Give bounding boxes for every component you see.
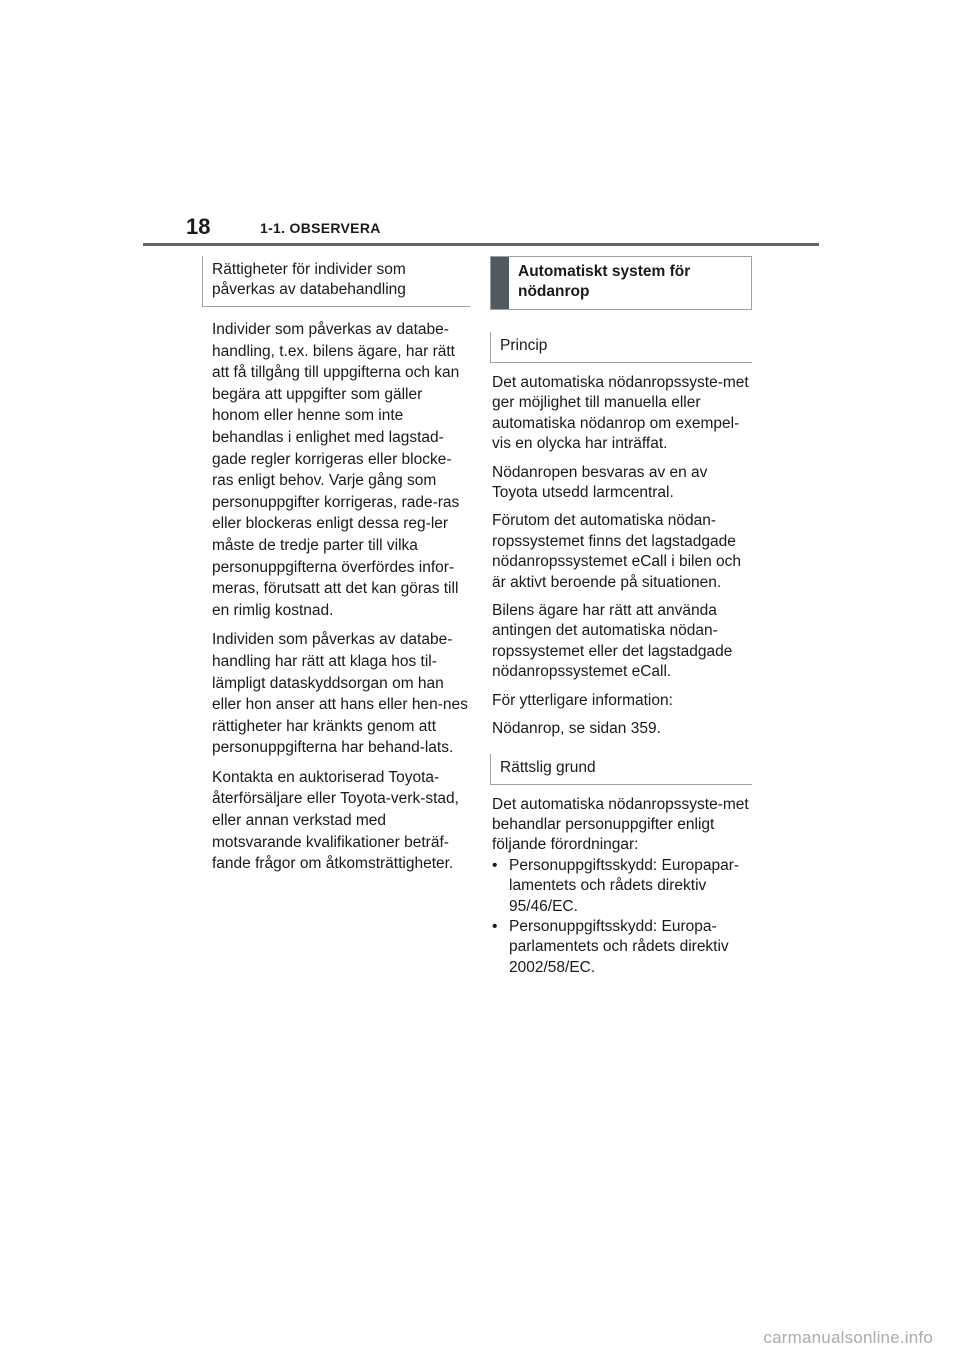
rights-paragraph-1: Individer som påverkas av databe-handling, t.ex. bilens ägare, har rätt att få tillgång till uppgifterna och kan begära att uppgifter som gäller honom eller henne som inte behandlas i enlighet med lagstad-gade regler korrigeras eller blocke-ras enligt behov. Varje gång som personuppgifter korrigeras, rade-ras eller blockeras enligt dessa reg-ler måste de tredje parter till vilka personuppgifterna överfördes infor-meras, förutsatt att det kan göras till en rimlig kostnad. [212, 321, 460, 619]
principle-paragraph-2: Nödanropen besvaras av en av Toyota utsedd larmcentral. [492, 463, 708, 502]
principle-heading: Princip [490, 332, 752, 363]
list-item-text: Personuppgiftsskydd: Europapar-lamentets och rådets direktiv 95/46/EC. [509, 856, 740, 915]
bullet-icon: • [492, 856, 498, 874]
principle-paragraph-4: Bilens ägare har rätt att använda antingen det automatiska nödan-ropssystemet eller det lagstadgade nödanropssystemet eCall. [492, 602, 733, 681]
legal-basis-heading: Rättslig grund [490, 754, 752, 785]
bullet-icon: • [492, 917, 498, 935]
principle-paragraph-6: Nödanrop, se sidan 359. [492, 720, 661, 738]
rights-paragraph-3: Kontakta en auktoriserad Toyota-återförsäljare eller Toyota-verk-stad, eller annan verkstad med motsvarande kvalifikationer beträf-fande frågor om åtkomsträttigheter. [212, 768, 459, 873]
legal-basis-intro: Det automatiska nödanropssyste-met behandlar personuppgifter enligt följande förordningar: [492, 795, 749, 854]
principle-paragraph-1: Det automatiska nödanropssyste-met ger möjlighet till manuella eller automatiska nödanrop om exempel-vis en olycka har inträffat. [492, 374, 749, 453]
watermark: carmanualsonline.info [763, 1328, 933, 1347]
rights-paragraph-2: Individen som påverkas av databe-handling har rätt att klaga hos til-lämpligt dataskyddsorgan om han eller hon anser att hans eller hen-nes rättigheter har kränkts genom att personuppgifterna har behand-lats. [212, 631, 468, 757]
legal-basis-list [492, 856, 752, 978]
principle-paragraph-5: För ytterligare information: [492, 691, 673, 709]
left-column [202, 256, 470, 883]
list-item-text: Personuppgiftsskydd: Europa-parlamentets och rådets direktiv 2002/58/EC. [509, 917, 729, 976]
emergency-call-heading [490, 256, 752, 310]
principle-paragraph-3: Förutom det automatiska nödan-ropssystemet finns det lagstadgade nödanropssystemet eCall i bilen och är aktivt beroende på situationen. [492, 512, 741, 591]
section-title: 1-1. OBSERVERA [260, 220, 381, 236]
page-number: 18 [186, 214, 211, 239]
list-item [492, 917, 752, 978]
right-column [490, 256, 752, 978]
rights-heading: Rättigheter för individer som påverkas av databehandling [202, 256, 470, 307]
heading-bar [491, 257, 509, 309]
emergency-call-heading-text: Automatiskt system för nödanrop [518, 263, 691, 300]
header-rule [143, 243, 819, 246]
list-item [492, 856, 752, 917]
